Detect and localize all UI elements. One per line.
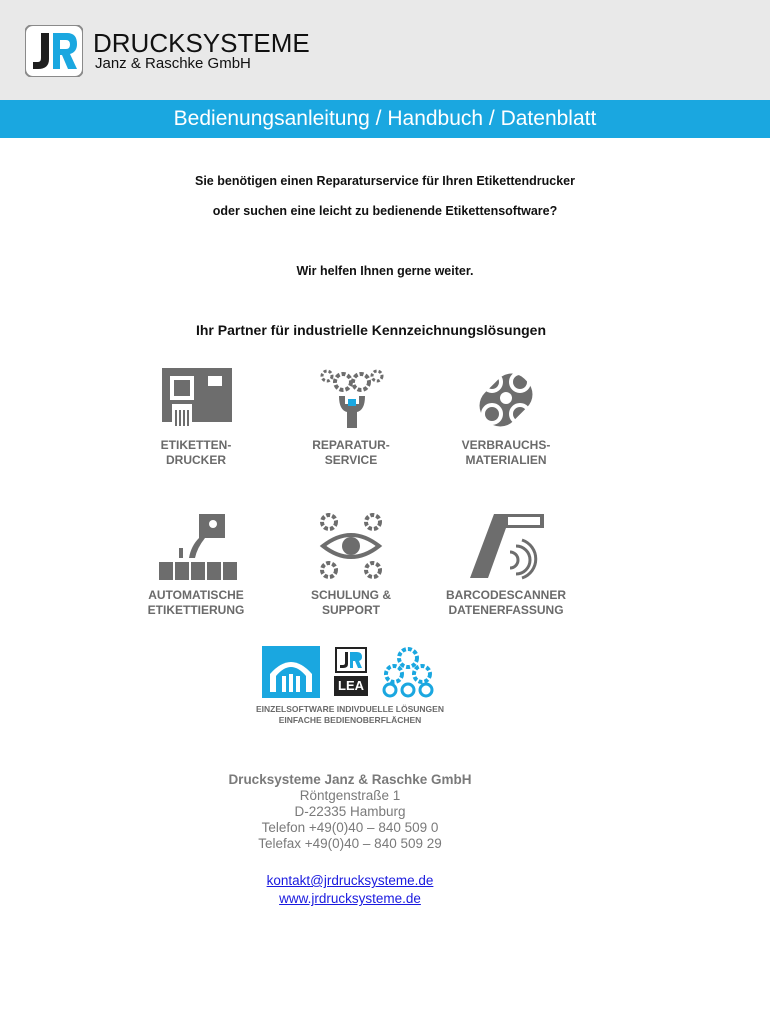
intro-line-2: oder suchen eine leicht zu bedienende Etikettensoftware? [212, 204, 558, 218]
repair-service-icon [313, 366, 389, 432]
single-software-icon [262, 646, 320, 698]
training-support-icon [313, 512, 389, 582]
partner-heading: Ihr Partner für industrielle Kennzeichnungslösungen [195, 322, 547, 338]
service-label: BARCODESCANNER DATENERFASSUNG [445, 588, 566, 617]
intro-line-1: Sie benötigen einen Reparaturservice für Ihren Etikettendrucker [195, 174, 575, 188]
service-label: VERBRAUCHS- MATERIALIEN [461, 438, 551, 467]
logo-subtitle: Janz & Raschke GmbH [95, 55, 251, 72]
label-printer-icon [158, 366, 234, 432]
service-training-support [281, 512, 421, 618]
service-consumables [436, 366, 576, 468]
software-line-2: EINFACHE BEDIENOBERFLÄCHEN [278, 715, 422, 725]
service-automatic-labeling [126, 512, 266, 618]
email-link[interactable]: kontakt@jrdrucksysteme.de [266, 873, 434, 888]
automatic-labeling-icon [151, 512, 241, 582]
service-repair [281, 366, 421, 468]
city: D-22335 Hamburg [294, 804, 406, 819]
service-label: SCHULUNG & SUPPORT [311, 588, 391, 617]
service-barcode-scanner [436, 512, 576, 618]
consumables-icon [468, 366, 544, 432]
service-label: ETIKETTEN- DRUCKER [160, 438, 232, 467]
address-block [0, 772, 700, 852]
header [0, 0, 770, 100]
software-line-1: EINZELSOFTWARE INDIVDUELLE LÖSUNGEN [256, 704, 444, 714]
individual-solutions-icon [380, 646, 436, 698]
barcode-scanner-icon [466, 512, 546, 582]
logo-title: DRUCKSYSTEME [93, 28, 310, 58]
service-label: AUTOMATISCHE ETIKETTIERUNG [147, 588, 245, 617]
company-name: Drucksysteme Janz & Raschke GmbH [228, 772, 472, 787]
lea-badge-label: LEA [338, 678, 364, 693]
intro-line-3: Wir helfen Ihnen gerne weiter. [296, 264, 474, 278]
software-badges [262, 646, 442, 698]
website-link[interactable]: www.jrdrucksysteme.de [279, 891, 421, 906]
service-label-printer [126, 366, 266, 468]
service-label: REPARATUR- SERVICE [312, 438, 390, 467]
street: Röntgenstraße 1 [299, 788, 401, 803]
contact-links [0, 872, 700, 908]
phone: Telefon +49(0)40 – 840 509 0 [261, 820, 439, 835]
page-title-banner: Bedienungsanleitung / Handbuch / Datenblatt [0, 100, 770, 138]
company-logo-icon [25, 25, 83, 77]
fax: Telefax +49(0)40 – 840 509 29 [258, 836, 442, 851]
